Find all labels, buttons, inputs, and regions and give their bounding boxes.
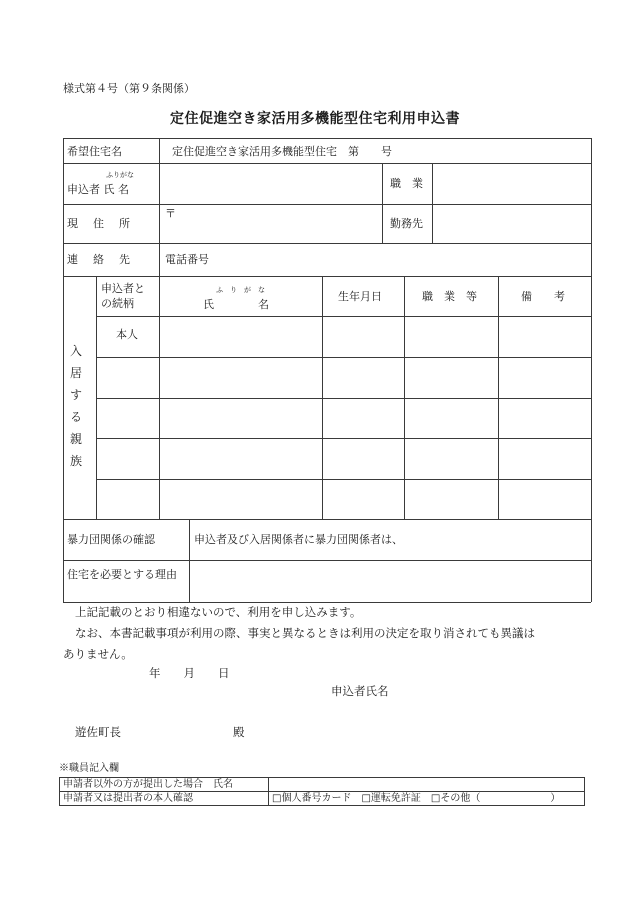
furigana-label: ふりがな xyxy=(106,171,134,179)
table-border-bottom xyxy=(63,602,591,603)
col-line xyxy=(432,163,433,243)
staff-heading: ※職員記入欄 xyxy=(59,763,119,774)
col-line xyxy=(189,519,190,602)
applicant-signature-label: 申込者氏名 xyxy=(331,684,389,698)
col-line xyxy=(322,276,323,519)
application-date: 年 月 日 xyxy=(149,666,230,680)
identity-options[interactable]: □個人番号カード □運転免許証 □その他（ ） xyxy=(269,792,585,806)
declaration-line-3: ありません。 xyxy=(63,647,133,661)
relation-header: 申込者との続柄 xyxy=(101,282,145,310)
contact-label: 連 絡 先 xyxy=(67,253,132,266)
form-title: 定住促進空き家活用多機能型住宅利用申込書 xyxy=(170,111,460,127)
row-line xyxy=(63,243,591,244)
name-furigana-header: ふ り が な xyxy=(216,286,265,294)
table-row xyxy=(60,792,585,806)
row-line xyxy=(96,398,591,399)
identity-check-label: 申請者又は提出者の本人確認 xyxy=(60,792,269,806)
table-row xyxy=(60,778,585,792)
addressee: 遊佐町長 xyxy=(75,725,121,739)
family-side-label: 入居する親族 xyxy=(69,344,82,468)
table-border-right xyxy=(591,138,592,602)
row-line xyxy=(96,357,591,358)
remarks-header: 備 考 xyxy=(521,290,565,303)
dob-header: 生年月日 xyxy=(338,290,382,303)
proxy-name-label: 申請者以外の方が提出した場合 氏名 xyxy=(60,778,269,792)
col-line xyxy=(159,276,160,519)
staff-table xyxy=(59,777,585,806)
self-relation: 本人 xyxy=(116,328,138,341)
reason-label: 住宅を必要とする理由 xyxy=(67,568,177,581)
desired-home-value: 定住促進空き家活用多機能型住宅 第 号 xyxy=(172,145,392,158)
desired-home-label: 希望住宅名 xyxy=(67,145,122,158)
declaration-line-2: なお、本書記載事項が利用の際、事実と異なるときは利用の決定を取り消されても異議は xyxy=(75,626,535,640)
col-line xyxy=(159,138,160,276)
address-label: 現 住 所 xyxy=(67,217,132,230)
row-line xyxy=(63,560,591,561)
col-line xyxy=(382,163,383,243)
col-line xyxy=(404,276,405,519)
occupation-header: 職 業 等 xyxy=(422,290,477,303)
row-line xyxy=(63,163,591,164)
workplace-label: 勤務先 xyxy=(390,217,423,230)
table-border-top xyxy=(63,138,591,139)
proxy-name-field[interactable] xyxy=(269,778,585,792)
row-line xyxy=(63,519,591,520)
gang-check-label: 暴力団関係の確認 xyxy=(67,533,155,546)
col-line xyxy=(498,276,499,519)
honorific: 殿 xyxy=(233,725,245,739)
row-line xyxy=(63,204,591,205)
row-line xyxy=(96,316,591,317)
name-header: 氏 名 xyxy=(203,298,269,311)
postal-mark: 〒 xyxy=(165,207,176,220)
occupation-label: 職 業 xyxy=(390,177,423,190)
phone-label: 電話番号 xyxy=(165,253,209,266)
table-border-left xyxy=(63,138,64,602)
gang-check-value: 申込者及び入居関係者に暴力団関係者は、 xyxy=(194,533,403,546)
row-line xyxy=(96,438,591,439)
declaration-line-1: 上記記載のとおり相違ないので、利用を申し込みます。 xyxy=(75,605,362,619)
row-line xyxy=(63,276,591,277)
row-line xyxy=(96,479,591,480)
form-reference: 様式第４号（第９条関係） xyxy=(63,82,195,95)
col-line xyxy=(96,276,97,519)
applicant-name-label: 申込者 氏 名 xyxy=(67,183,129,196)
